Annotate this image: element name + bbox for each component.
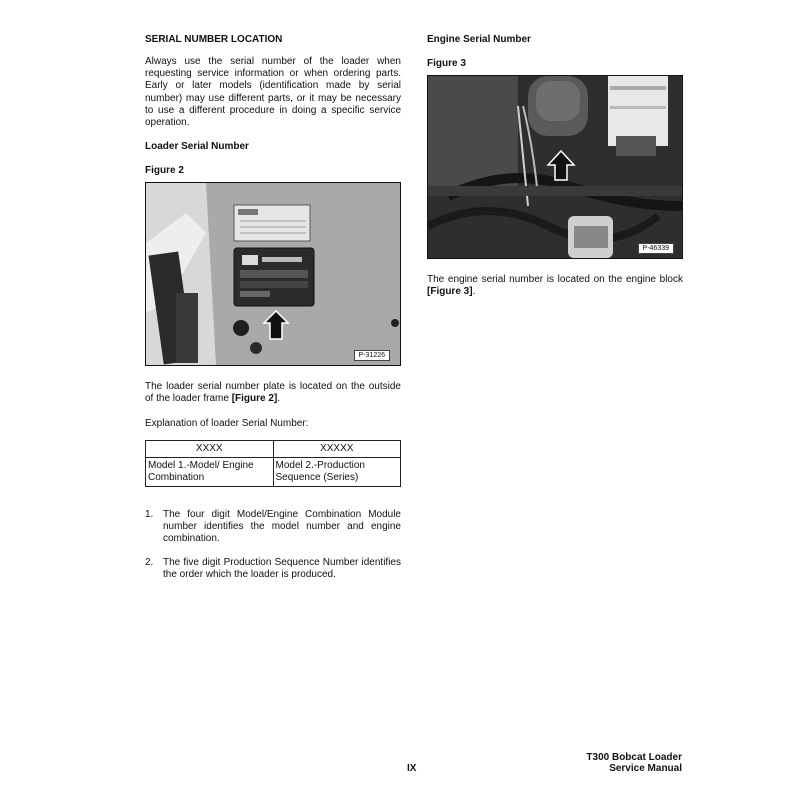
- table-cell: Model 1.-Model/ Engine Combination: [146, 458, 274, 487]
- figure-2-label: Figure 2: [145, 165, 184, 176]
- engine-caption-text: The engine serial number is located on the engine block: [427, 274, 683, 285]
- figure-2-ref: [Figure 2]: [231, 393, 278, 405]
- list-item-number: 1.: [145, 509, 154, 520]
- table-cell: Model 2.-Production Sequence (Series): [273, 458, 401, 487]
- figure-2-photo: [145, 182, 401, 366]
- figure-3-photo: [427, 75, 683, 259]
- loader-caption: [145, 381, 401, 405]
- figure-3-code: P-46339: [638, 243, 674, 254]
- serial-number-table: [145, 440, 401, 487]
- page-number: IX: [407, 763, 417, 774]
- list-item-text: The four digit Model/Engine Combination Module number identifies the model number and engine combination.: [163, 509, 401, 545]
- table-row: [146, 458, 401, 487]
- loader-caption-text: The loader serial number plate is located on the outside of the loader frame: [145, 381, 401, 405]
- figure-3-label: Figure 3: [427, 58, 466, 69]
- section-heading: SERIAL NUMBER LOCATION: [145, 34, 283, 45]
- engine-serial-heading: Engine Serial Number: [427, 34, 531, 45]
- footer-title: [586, 752, 682, 774]
- table-header-cell: XXXX: [146, 441, 274, 458]
- footer-title-line-1: T300 Bobcat Loader: [586, 752, 682, 763]
- engine-caption: [427, 274, 683, 298]
- list-item: [145, 509, 401, 546]
- loader-serial-heading: Loader Serial Number: [145, 141, 249, 152]
- footer-title-line-2: Service Manual: [609, 763, 682, 774]
- explanation-text: Explanation of loader Serial Number:: [145, 418, 309, 429]
- table-header-cell: XXXXX: [273, 441, 401, 458]
- list-item-number: 2.: [145, 557, 154, 568]
- list-item-text: The five digit Production Sequence Number identifies the order which the loader is produced.: [163, 557, 401, 581]
- engine-caption-period: .: [472, 286, 476, 298]
- table-header-row: [146, 441, 401, 458]
- loader-caption-period: .: [277, 393, 281, 405]
- list-item: [145, 557, 401, 581]
- engine-block-illustration: [428, 76, 682, 258]
- figure-2-code: P-31226: [354, 350, 390, 361]
- figure-3-ref: [Figure 3]: [427, 286, 473, 298]
- loader-frame-illustration: [146, 183, 400, 365]
- intro-paragraph: Always use the serial number of the loader when requesting service information or when ordering parts. Early or later models (identification made by serial number) may use different parts, or it may be necessary to use a different procedure in doing a specific service operation.: [145, 56, 401, 129]
